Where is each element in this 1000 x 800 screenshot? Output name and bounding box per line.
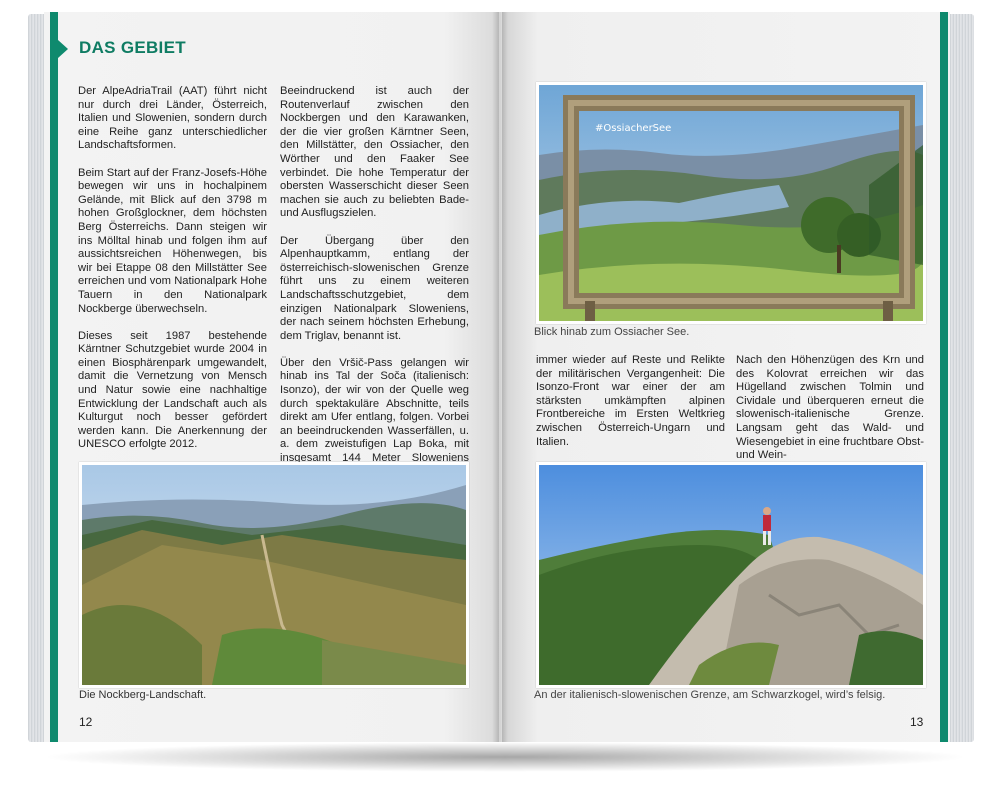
book-shadow	[40, 742, 970, 772]
paragraph: Der AlpeAdriaTrail (AAT) führt nicht nur durch drei Länder, Österreich, Italien und Slowenien, sondern durch eine Reihe ganz unterschiedlicher Landschaftsformen.	[78, 85, 267, 152]
left-accent-bar	[50, 12, 58, 742]
page-number-left: 12	[79, 715, 93, 729]
paragraph: Der Übergang über den Alpenhauptkamm, entlang der österreichisch-slowenischen Grenze führt uns zu einem weiteren Landschaftsschutzgebiet, dem einzigen Nationalpark Sloweniens, der nach seinem höchsten Erhebung, dem Triglav, benannt ist.	[280, 234, 469, 342]
text-column-2	[280, 85, 469, 479]
caption-grenze: An der italienisch-slowenischen Grenze, am Schwarzkogel, wird’s felsig.	[534, 689, 886, 701]
book-spine	[492, 12, 508, 742]
paragraph: Dieses seit 1987 bestehende Kärntner Schutzgebiet wurde 2004 in einen Biosphärenpark umgewandelt, damit die Vernetzung von Mensch und Natur sowie eine nachhaltige Entwicklung der Landschaft auch als Kulturgut noch besser gefördert werden kann. Die Anerkennung der UNESCO erfolgte 2012.	[78, 329, 267, 451]
paragraph: immer wieder auf Reste und Relikte der militärischen Vergangenheit: Die Isonzo-Front war einer der am stärksten umkämpften alpinen Frontbereiche im Ersten Weltkrieg zwischen Österreich-Ungarn und Italien.	[536, 354, 725, 448]
frame-sign-text: #OssiacherSee	[595, 123, 672, 134]
heading-arrow-icon	[58, 40, 68, 58]
section-heading: DAS GEBIET	[79, 38, 186, 57]
photo-schwarzkogel	[536, 462, 926, 688]
page-number-right: 13	[910, 715, 924, 729]
caption-ossiacher: Blick hinab zum Ossiacher See.	[534, 326, 690, 338]
text-column-4	[736, 354, 924, 463]
page-edges-right	[948, 14, 974, 742]
paragraph: Über den Vršič-Pass gelangen wir hinab ins Tal der Soča (italienisch: Isonzo), der wir von der Quelle weg durch spektakuläre Abschnitte, teils direkt am Ufer entlang, folgen. Vorbei an beeindruckenden Wasserfällen, u. a. dem zweistufigen Lap Boka, mit insgesamt 144 Meter Sloweniens	[280, 356, 469, 465]
photo-ossiacher-see	[536, 82, 926, 324]
text-column-1	[78, 85, 267, 452]
caption-nockberg: Die Nockberg-Landschaft.	[79, 689, 207, 701]
right-accent-bar	[940, 12, 948, 742]
text-column-3	[536, 354, 725, 449]
paragraph: Beim Start auf der Franz-Josefs-Höhe bewegen wir uns in hochalpinem Gelände, mit Blick auf den 3798 m hohen Großglockner, dem höchsten Berg Österreichs. Dann steigen wir ins Mölltal hinab und folgen ihm auf aussichtsreichen Höhenwegen, bis wir bei Etappe 08 den Millstätter See erreichen und vom Nationalpark Hohe Tauern in den Nationalpark Nockberge überwechseln.	[78, 166, 267, 315]
paragraph: Beeindruckend ist auch der Routenverlauf zwischen den Nockbergen und den Karawanken, der die vier großen Kärntner Seen, den Millstätter, den Ossiacher, den Wörther und den Faaker See verbindet. Die hohe Temperatur der obersten Wasserschicht dieser Seen machen sie auch zu beliebten Bade- und Ausflugszielen.	[280, 85, 469, 220]
photo-nockberg	[79, 462, 469, 688]
paragraph: Nach den Höhenzügen des Krn und des Kolovrat erreichen wir das Hügelland zwischen Tolmin und Cividale und überqueren erneut die slowenisch-italienische Grenze. Langsam geht das Wald- und Wiesengebiet in eine fruchtbare Obst- und Wein-	[736, 354, 924, 462]
